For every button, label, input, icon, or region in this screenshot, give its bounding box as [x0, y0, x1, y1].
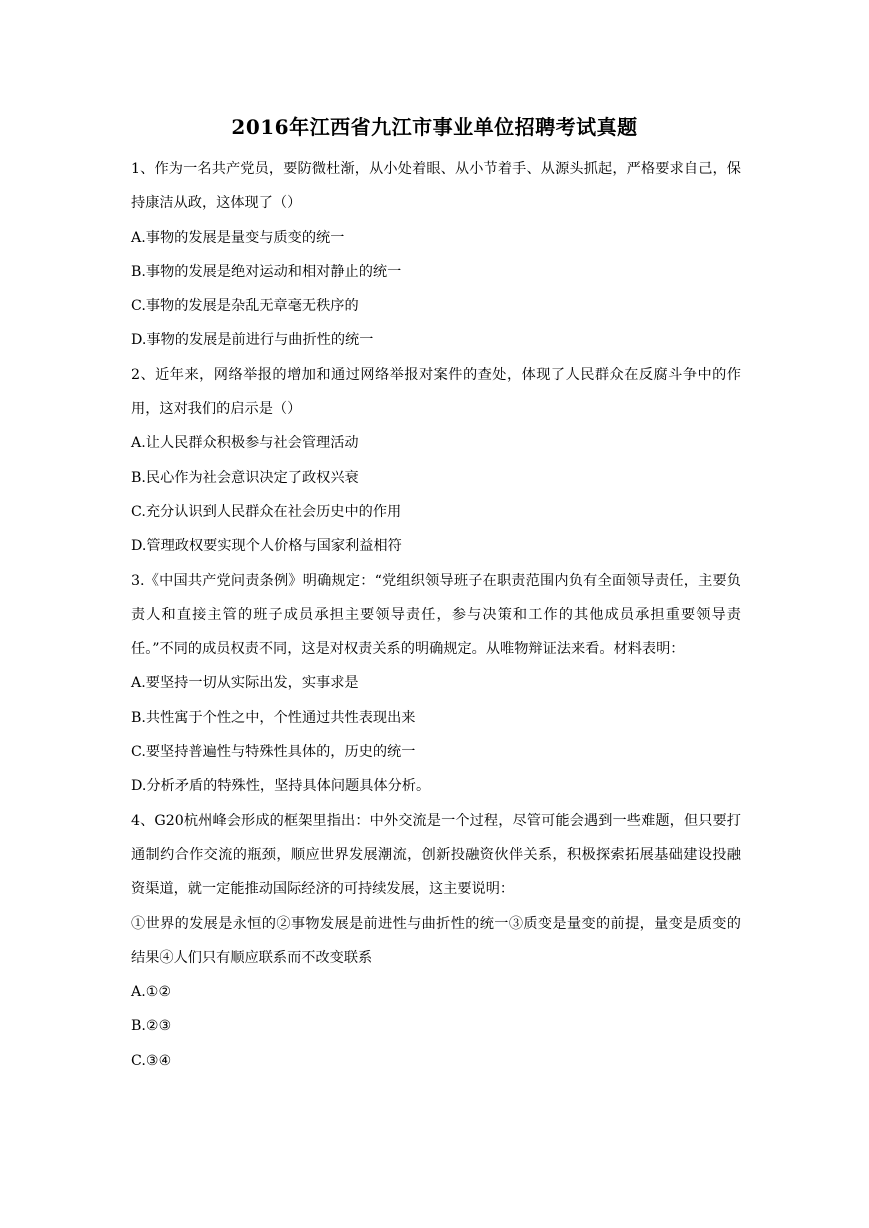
question-3-option-b: B.共性寓于个性之中，个性通过共性表现出来: [131, 709, 416, 726]
question-2-option-a: A.让人民群众积极参与社会管理活动: [131, 435, 359, 452]
question-4-option-a: A.①②: [131, 984, 172, 1001]
question-1-option-b: B.事物的发展是绝对运动和相对静止的统一: [131, 263, 402, 280]
question-1-option-d: D.事物的发展是前进行与曲折性的统一: [131, 332, 374, 349]
question-2-option-c: C.充分认识到人民群众在社会历史中的作用: [131, 503, 402, 520]
question-1-option-c: C.事物的发展是杂乱无章毫无秩序的: [131, 298, 359, 315]
document-body: [131, 152, 741, 1078]
question-3-stem: 3.《中国共产党问责条例》明确规定：“党组织领导班子在职责范围内负有全面领导责任，主要负责人和直接主管的班子成员承担主要领导责任，参与决策和工作的其他成员承担重要领导责任。”不同的成员权责不同，这是对权责关系的明确规定。从唯物辩证法来看。材料表明：: [131, 572, 741, 658]
question-1-option-a: A.事物的发展是量变与质变的统一: [131, 229, 345, 246]
question-4-option-c: C.③④: [131, 1052, 172, 1069]
question-3-option-a: A.要坚持一切从实际出发，实事求是: [131, 675, 359, 692]
question-4-statements: ①世界的发展是永恒的②事物发展是前进性与曲折性的统一③质变是量变的前提，量变是质变的结果④人们只有顺应联系而不改变联系: [131, 915, 741, 966]
question-2-option-b: B.民心作为社会意识决定了政权兴衰: [131, 469, 359, 486]
question-4-option-b: B.②③: [131, 1018, 172, 1035]
question-1-stem: 1、作为一名共产党员，要防微杜渐，从小处着眼、从小节着手、从源头抓起，严格要求自己，保持康洁从政，这体现了（）: [131, 161, 741, 212]
question-4-stem: 4、G20杭州峰会形成的框架里指出：中外交流是一个过程，尽管可能会遇到一些难题，但只要打通制约合作交流的瓶颈，顺应世界发展潮流，创新投融资伙伴关系，积极探索拓展基础建设投融资渠道，就一定能推动国际经济的可持续发展，这主要说明：: [131, 812, 741, 898]
question-2-stem: 2、近年来，网络举报的增加和通过网络举报对案件的查处，体现了人民群众在反腐斗争中的作用，这对我们的启示是（）: [131, 366, 741, 418]
question-2-option-d: D.管理政权要实现个人价格与国家利益相符: [131, 538, 402, 555]
document-title: 2016年江西省九江市事业单位招聘考试真题: [231, 115, 638, 139]
question-3-option-d: D.分析矛盾的特殊性，坚持具体问题具体分析。: [131, 778, 431, 795]
question-3-option-c: C.要坚持普遍性与特殊性具体的，历史的统一: [131, 744, 416, 761]
